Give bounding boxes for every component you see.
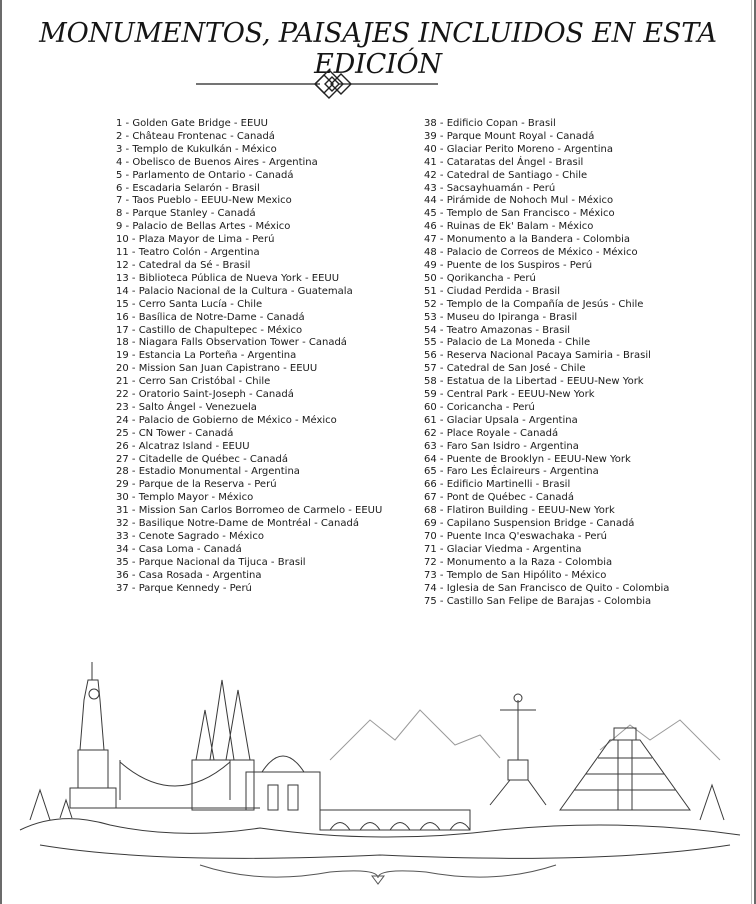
- list-item: 19 - Estancia La Porteña - Argentina: [116, 350, 297, 362]
- list-item: 35 - Parque Nacional da Tijuca - Brasil: [116, 556, 306, 568]
- list-item: 16 - Basílica de Notre-Dame - Canadá: [116, 311, 305, 323]
- list-item: 2 - Château Frontenac - Canadá: [116, 130, 275, 142]
- list-item: 20 - Mission San Juan Capistrano - EEUU: [116, 363, 318, 375]
- list-item: 46 - Ruinas de Ek' Balam - México: [424, 221, 594, 233]
- list-item: 10 - Plaza Mayor de Lima - Perú: [116, 234, 275, 246]
- list-item: 48 - Palacio de Correos de México - México: [424, 247, 638, 259]
- list-item: 29 - Parque de la Reserva - Perú: [116, 479, 277, 491]
- list-item: 53 - Museu do Ipiranga - Brasil: [424, 311, 578, 323]
- list-item: 56 - Reserva Nacional Pacaya Samiria - Brasil: [424, 350, 651, 362]
- list-item: 33 - Cenote Sagrado - México: [116, 531, 264, 542]
- list-item: 44 - Pirámide de Nohoch Mul - México: [424, 195, 614, 207]
- list-item: 7 - Taos Pueblo - EEUU-New Mexico: [116, 195, 292, 207]
- list-item: 30 - Templo Mayor - México: [116, 492, 254, 504]
- list-item: 58 - Estatua de la Libertad - EEUU-New York: [424, 376, 644, 388]
- list-item: 36 - Casa Rosada - Argentina: [116, 569, 262, 581]
- list-item: 37 - Parque Kennedy - Perú: [116, 582, 252, 594]
- list-item: 63 - Faro San Isidro - Argentina: [424, 440, 579, 452]
- list-item: 50 - Qorikancha - Perú: [424, 272, 536, 284]
- list-item: 45 - Templo de San Francisco - México: [424, 208, 615, 220]
- list-item: 40 - Glaciar Perito Moreno - Argentina: [424, 143, 613, 155]
- interlocked-diamonds-ornament-icon: [196, 66, 438, 102]
- list-item: 55 - Palacio de La Moneda - Chile: [424, 337, 591, 349]
- list-item: 9 - Palacio de Bellas Artes - México: [116, 221, 291, 233]
- list-item: 73 - Templo de San Hipólito - México: [424, 569, 607, 581]
- list-item: 22 - Oratorio Saint-Joseph - Canadá: [116, 389, 294, 401]
- list-item: 26 - Alcatraz Island - EEUU: [116, 440, 250, 452]
- list-item: 49 - Puente de los Suspiros - Perú: [424, 259, 593, 271]
- list-item: 11 - Teatro Colón - Argentina: [116, 247, 260, 259]
- list-item: 34 - Casa Loma - Canadá: [116, 543, 242, 555]
- list-item: 75 - Castillo San Felipe de Barajas - Colombia: [424, 595, 652, 607]
- page-title: MONUMENTOS, PAISAJES INCLUIDOS EN ESTA EDICIÓN: [39, 18, 717, 80]
- list-item: 28 - Estadio Monumental - Argentina: [116, 466, 300, 478]
- list-item: 62 - Place Royale - Canadá: [424, 427, 559, 439]
- list-item: 43 - Sacsayhuamán - Perú: [424, 182, 556, 194]
- list-item: 65 - Faro Les Éclaireurs - Argentina: [424, 466, 599, 478]
- list-item: 23 - Salto Ángel - Venezuela: [116, 401, 257, 413]
- list-item: 24 - Palacio de Gobierno de México - México: [116, 414, 337, 426]
- list-item: 39 - Parque Mount Royal - Canadá: [424, 130, 595, 142]
- list-item: 67 - Pont de Québec - Canadá: [424, 492, 574, 504]
- list-item: 72 - Monumento a la Raza - Colombia: [424, 556, 613, 568]
- list-item: 51 - Ciudad Perdida - Brasil: [424, 285, 560, 297]
- list-item: 71 - Glaciar Viedma - Argentina: [424, 543, 582, 555]
- list-item: 64 - Puente de Brooklyn - EEUU-New York: [424, 453, 631, 465]
- list-item: 68 - Flatiron Building - EEUU-New York: [424, 505, 615, 517]
- list-item: 21 - Cerro San Cristóbal - Chile: [116, 376, 271, 388]
- monument-list-right: [424, 118, 669, 608]
- list-item: 57 - Catedral de San José - Chile: [424, 363, 586, 375]
- list-item: 38 - Edificio Copan - Brasil: [424, 118, 556, 129]
- list-item: 27 - Citadelle de Québec - Canadá: [116, 453, 288, 465]
- list-item: 42 - Catedral de Santiago - Chile: [424, 169, 588, 181]
- list-item: 6 - Escadaria Selarón - Brasil: [116, 182, 260, 194]
- list-item: 66 - Edificio Martinelli - Brasil: [424, 479, 571, 491]
- list-item: 70 - Puente Inca Q'eswachaka - Perú: [424, 531, 607, 542]
- list-item: 69 - Capilano Suspension Bridge - Canadá: [424, 518, 635, 530]
- list-item: 31 - Mission San Carlos Borromeo de Carmelo - EEUU: [116, 505, 383, 517]
- world-monuments-panorama-icon: [0, 640, 756, 904]
- list-item: 14 - Palacio Nacional de la Cultura - Guatemala: [116, 285, 353, 297]
- list-item: 12 - Catedral da Sé - Brasil: [116, 259, 251, 271]
- list-item: 32 - Basilique Notre-Dame de Montréal - Canadá: [116, 518, 359, 530]
- list-item: 4 - Obelisco de Buenos Aires - Argentina: [116, 156, 318, 168]
- monument-list-left: [116, 118, 382, 596]
- list-item: 74 - Iglesia de San Francisco de Quito - Colombia: [424, 582, 670, 594]
- list-item: 3 - Templo de Kukulkán - México: [116, 143, 277, 155]
- list-item: 59 - Central Park - EEUU-New York: [424, 389, 595, 401]
- list-item: 52 - Templo de la Compañía de Jesús - Chile: [424, 298, 644, 310]
- list-item: 13 - Biblioteca Pública de Nueva York - EEUU: [116, 272, 340, 284]
- list-item: 61 - Glaciar Upsala - Argentina: [424, 414, 578, 426]
- list-item: 60 - Coricancha - Perú: [424, 401, 535, 413]
- list-item: 15 - Cerro Santa Lucía - Chile: [116, 298, 263, 310]
- list-item: 18 - Niagara Falls Observation Tower - Canadá: [116, 337, 347, 349]
- list-item: 1 - Golden Gate Bridge - EEUU: [116, 118, 268, 129]
- list-item: 41 - Cataratas del Ángel - Brasil: [424, 156, 584, 168]
- list-item: 17 - Castillo de Chapultepec - México: [116, 324, 303, 336]
- list-item: 25 - CN Tower - Canadá: [116, 427, 234, 439]
- list-item: 8 - Parque Stanley - Canadá: [116, 208, 256, 220]
- list-item: 47 - Monumento a la Bandera - Colombia: [424, 234, 630, 246]
- list-item: 5 - Parlamento de Ontario - Canadá: [116, 169, 294, 181]
- list-item: 54 - Teatro Amazonas - Brasil: [424, 324, 571, 336]
